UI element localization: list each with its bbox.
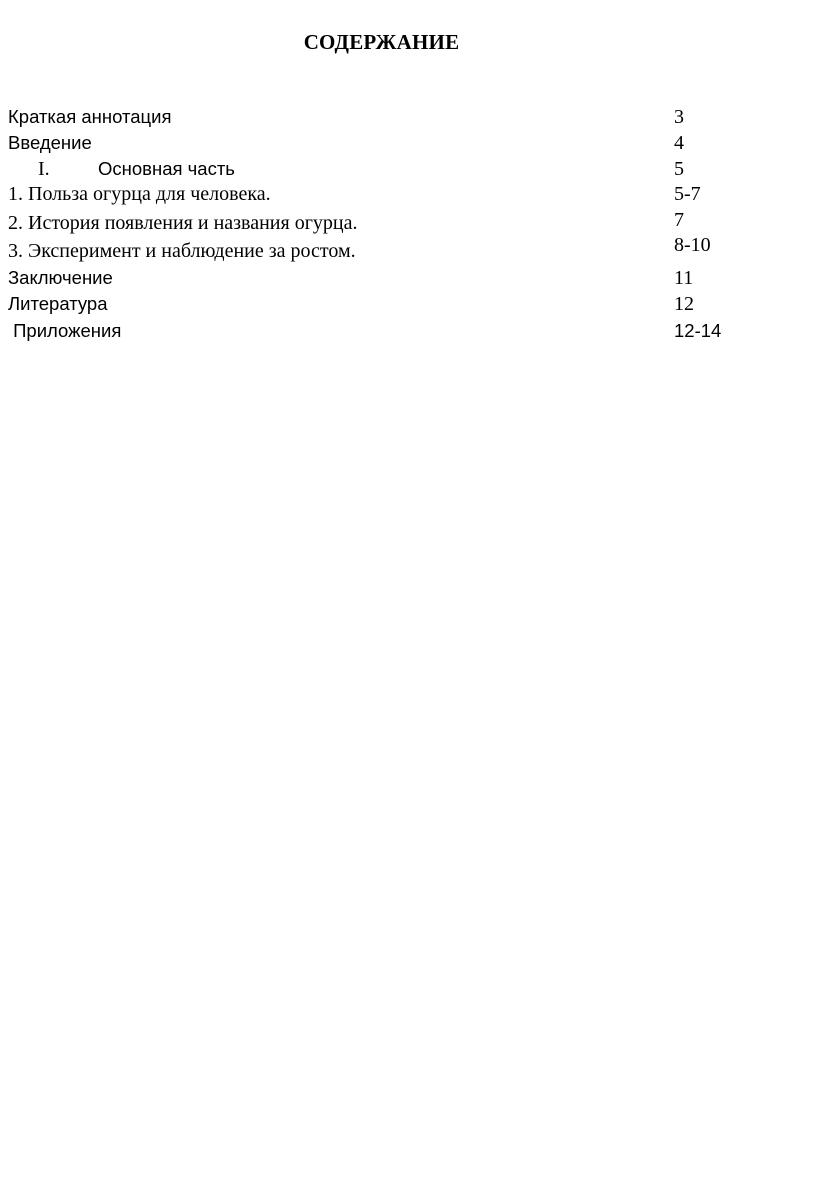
toc-entry-main-part <box>8 158 788 184</box>
toc-entry-history <box>8 210 788 236</box>
toc-entry-label: Введение <box>8 132 92 153</box>
toc-entry-introduction <box>8 132 788 158</box>
toc-entry-conclusion <box>8 267 788 293</box>
toc-entry-label: Основная часть <box>98 158 235 179</box>
toc-entry-label: 3. Эксперимент и наблюдение за ростом. <box>8 240 356 262</box>
toc-entry-page: 7 <box>674 209 684 231</box>
toc-entry-page: 12 <box>674 293 694 315</box>
toc-entry-label: 2. История появления и названия огурца. <box>8 212 358 234</box>
toc-entry-page: 11 <box>674 267 694 289</box>
toc-entry-page: 12-14 <box>674 320 722 341</box>
toc-entry-label: Литература <box>8 293 108 314</box>
toc-entry-page: 8-10 <box>674 234 711 256</box>
toc-entry-page: 5-7 <box>674 183 701 205</box>
toc-entry-appendices <box>8 320 788 346</box>
toc-entry-label: Заключение <box>8 267 113 288</box>
toc-entry-label: 1. Польза огурца для человека. <box>8 183 271 205</box>
toc-entry-literature <box>8 293 788 319</box>
toc-entry-label: Краткая аннотация <box>8 106 172 127</box>
page-title: СОДЕРЖАНИЕ <box>303 30 460 54</box>
toc-entry-page: 5 <box>674 158 684 180</box>
toc-entry-page: 4 <box>674 132 684 154</box>
toc-entry-page: 3 <box>674 106 684 128</box>
toc-entry-experiment <box>8 234 788 263</box>
toc-entry-annotation <box>8 106 788 132</box>
toc-section-numeral: I. <box>38 158 50 180</box>
toc-entry-benefit <box>8 183 788 209</box>
toc-entry-label: Приложения <box>8 320 122 341</box>
